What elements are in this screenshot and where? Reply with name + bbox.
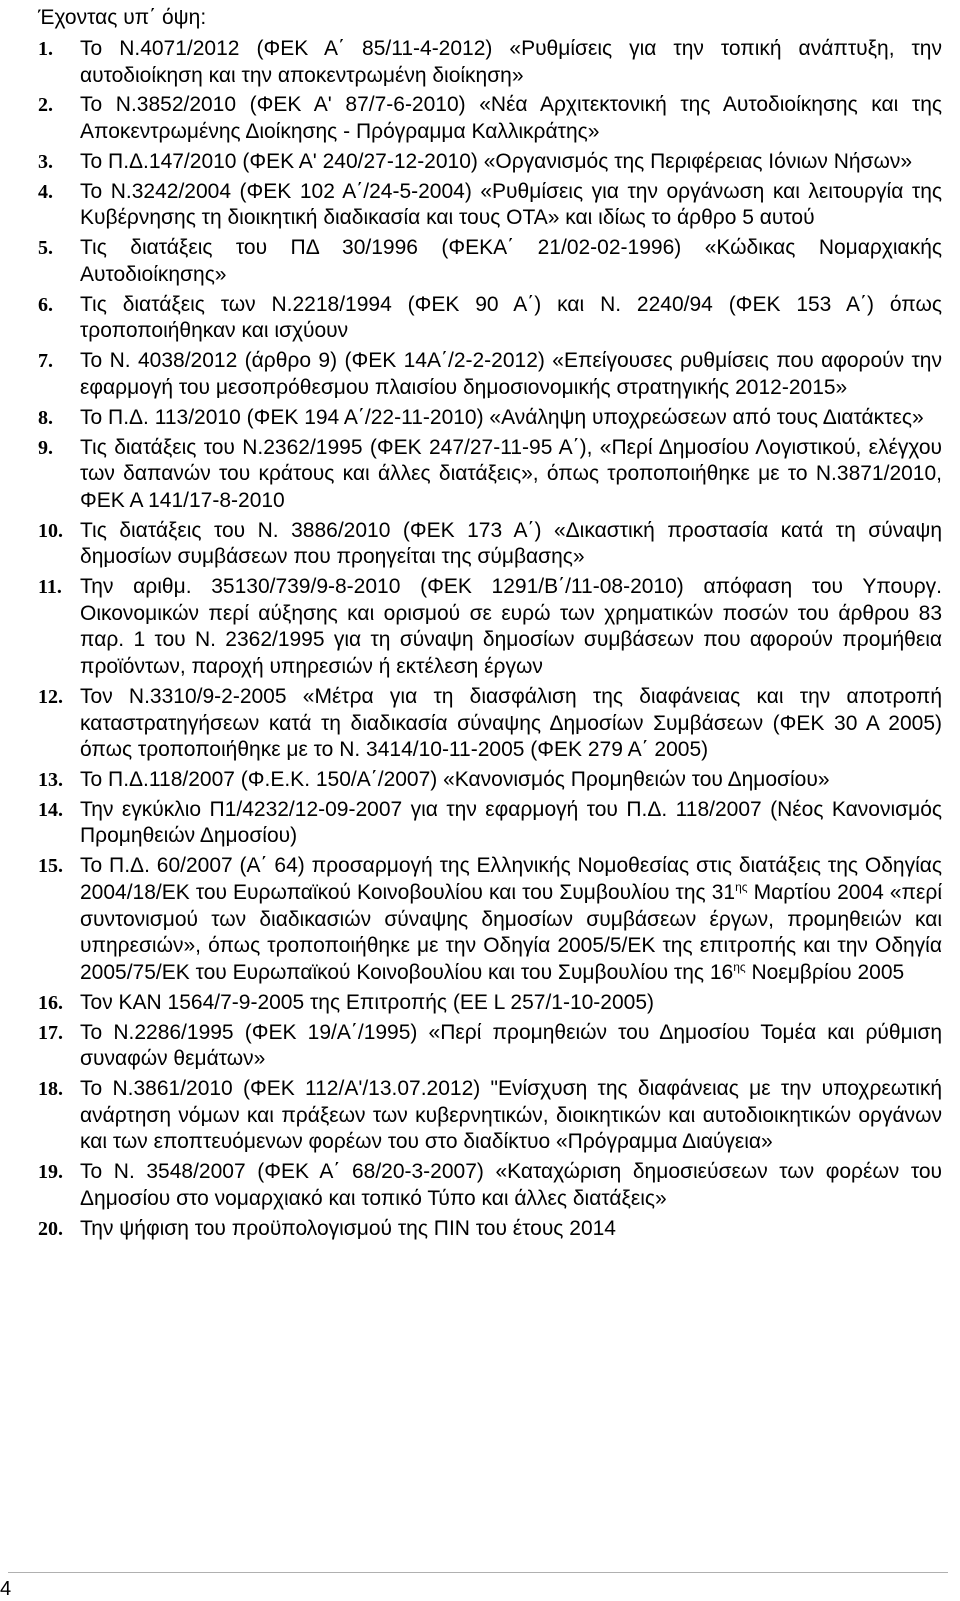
list-item	[38, 149, 942, 176]
item-number: 20.	[38, 1217, 63, 1240]
item-number: 4.	[38, 180, 53, 203]
item-text: Το Ν.3852/2010 (ΦΕΚ Α' 87/7-6-2010) «Νέα Αρχιτεκτονική της Αυτοδιοίκησης και της Αποκεντρωμένης Διοίκησης - Πρόγραμμα Καλλικράτης»	[80, 93, 942, 144]
item-number: 2.	[38, 94, 53, 117]
list-item	[38, 518, 942, 571]
item-number: 18.	[38, 1078, 63, 1101]
item-number: 14.	[38, 798, 63, 821]
item-number: 15.	[38, 855, 63, 878]
item-text-part: Μαρτίου 2004 «περί συντονισμού των διαδικασιών σύναψης δημοσίων συμβάσεων έργων, προμηθειών και υπηρεσιών», όπως τροποποιήθηκε με την Οδηγία 2005/5/ΕΚ της επιτροπής και την Οδηγία 2005/75/ΕΚ του Ευρωπαϊκού Κοινοβουλίου και του Συμβουλίου της 16	[80, 880, 942, 984]
item-number: 7.	[38, 350, 53, 373]
list-item	[38, 235, 942, 288]
list-item	[38, 292, 942, 345]
item-number: 6.	[38, 293, 53, 316]
footer-divider	[8, 1572, 948, 1573]
list-item	[38, 405, 942, 432]
list-item	[38, 179, 942, 232]
item-text: Τις διατάξεις του Ν.2362/1995 (ΦΕΚ 247/27-11-95 Α΄), «Περί Δημοσίου Λογιστικού, ελέγχου των δαπανών του κράτους και άλλες διατάξεις», όπως τροποποιήθηκε με το Ν.3871/2010, ΦΕΚ Α 141/17-8-2010	[80, 435, 942, 512]
list-item	[38, 574, 942, 680]
item-text: Το Π.Δ.118/2007 (Φ.Ε.Κ. 150/Α΄/2007) «Κανονισμός Προμηθειών του Δημοσίου»	[80, 768, 830, 791]
list-item	[38, 435, 942, 515]
item-text	[80, 853, 942, 986]
item-number: 11.	[38, 576, 62, 599]
list-item	[38, 797, 942, 850]
item-text-part: Νοεμβρίου 2005	[745, 960, 905, 984]
item-number: 19.	[38, 1161, 63, 1184]
intro-heading: Έχοντας υπ΄ όψη:	[38, 6, 207, 29]
ordinal-suffix: ης	[735, 879, 748, 894]
list-item	[38, 767, 942, 794]
item-number: 17.	[38, 1021, 63, 1044]
item-text: Το Ν. 3548/2007 (ΦΕΚ Α΄ 68/20-3-2007) «Καταχώριση δημοσιεύσεων των φορέων του Δημοσίου στο νομαρχιακό και τοπικό Τύπο και άλλες διατάξεις»	[80, 1160, 942, 1210]
item-text: Τον Ν.3310/9-2-2005 «Μέτρα για τη διασφάλιση της διαφάνειας και την αποτροπή καταστρατηγήσεων κατά τη διαδικασία σύναψης Δημοσίων Συμβάσεων (ΦΕΚ 30 Α 2005) όπως τροποποιήθηκε με το Ν. 3414/10-11-2005 (ΦΕΚ 279 Α΄ 2005)	[80, 684, 942, 762]
item-text: Το Ν.3242/2004 (ΦΕΚ 102 Α΄/24-5-2004) «Ρυθμίσεις για την οργάνωση και λειτουργία της Κυβέρνησης τη διοικητική διαδικασία και τους ΟΤΑ» και ιδίως το άρθρο 5 αυτού	[80, 179, 942, 230]
item-number: 10.	[38, 519, 63, 542]
item-number: 5.	[38, 237, 53, 260]
list-item	[38, 684, 942, 764]
item-text-part: Το Π.Δ. 60/2007 (Α΄ 64) προσαρμογή της Ελληνικής Νομοθεσίας στις διατάξεις της Οδηγίας 2004/18/ΕΚ του Ευρωπαϊκού Κοινοβουλίου και του Συμβουλίου της 31	[80, 854, 942, 904]
list-item	[38, 92, 942, 145]
item-text: Τον ΚΑΝ 1564/7-9-2005 της Επιτροπής (ΕΕ L 257/1-10-2005)	[80, 990, 655, 1014]
item-number: 1.	[38, 38, 53, 60]
list-item	[38, 853, 942, 986]
item-number: 3.	[38, 150, 53, 173]
list-item	[38, 1159, 942, 1212]
list-item	[38, 36, 942, 89]
item-number: 9.	[38, 436, 53, 459]
item-number: 8.	[38, 406, 53, 429]
item-text: Το Π.Δ. 113/2010 (ΦΕΚ 194 Α΄/22-11-2010) «Ανάληψη υποχρεώσεων από τους Διατάκτες»	[80, 405, 924, 429]
item-text: Το Ν.2286/1995 (ΦΕΚ 19/Α΄/1995) «Περί προμηθειών του Δημοσίου Τομέα και ρύθμιση συναφών θεμάτων»	[80, 1020, 942, 1071]
item-text: Τις διατάξεις του Ν. 3886/2010 (ΦΕΚ 173 Α΄) «Δικαστική προστασία κατά τη σύναψη δημοσίων συμβάσεων που προηγείται της σύμβασης»	[80, 518, 942, 569]
item-text: Το Ν. 4038/2012 (άρθρο 9) (ΦΕΚ 14Α΄/2-2-2012) «Επείγουσες ρυθμίσεις που αφορούν την εφαρμογή του μεσοπρόθεσμου πλαισίου δημοσιονομικής στρατηγικής 2012-2015»	[80, 349, 942, 399]
list-item	[38, 348, 942, 401]
page-number: 4	[0, 1578, 12, 1600]
list-item	[38, 1076, 942, 1156]
list-item	[38, 1216, 942, 1243]
item-text: Την εγκύκλιο Π1/4232/12-09-2007 για την εφαρμογή του Π.Δ. 118/2007 (Νέος Κανονισμός Προμηθειών Δημοσίου)	[80, 797, 942, 848]
item-text: Το Ν.3861/2010 (ΦΕΚ 112/Α'/13.07.2012) "Ενίσχυση της διαφάνειας με την υποχρεωτική ανάρτηση νόμων και πράξεων των κυβερνητικών, διοικητικών και αυτοδιοικητικών οργάνων και των εποπτευόμενων φορέων του στο διαδίκτυο «Πρόγραμμα Διαύγεια»	[80, 1077, 942, 1154]
legal-basis-list	[38, 36, 942, 1245]
item-text: Την ψήφιση του προϋπολογισμού της ΠΙΝ του έτους 2014	[80, 1216, 616, 1240]
item-text: Τις διατάξεις των Ν.2218/1994 (ΦΕΚ 90 Α΄) και Ν. 2240/94 (ΦΕΚ 153 Α΄) όπως τροποποιήθηκαν και ισχύουν	[80, 292, 942, 343]
item-number: 13.	[38, 769, 63, 791]
ordinal-suffix: ης	[733, 959, 746, 974]
item-text: Τις διατάξεις του ΠΔ 30/1996 (ΦΕΚΑ΄ 21/02-02-1996) «Κώδικας Νομαρχιακής Αυτοδιοίκησης»	[80, 236, 942, 286]
item-number: 12.	[38, 685, 63, 708]
list-item	[38, 990, 942, 1017]
list-item	[38, 1020, 942, 1073]
item-text: Το Ν.4071/2012 (ΦΕΚ Α΄ 85/11-4-2012) «Ρυθμίσεις για την τοπική ανάπτυξη, την αυτοδιοίκηση και την αποκεντρωμένη διοίκηση»	[80, 37, 942, 87]
item-number: 16.	[38, 991, 63, 1014]
item-text: Το Π.Δ.147/2010 (ΦΕΚ Α' 240/27-12-2010) «Οργανισμός της Περιφέρειας Ιόνιων Νήσων»	[80, 149, 913, 173]
item-text: Την αριθμ. 35130/739/9-8-2010 (ΦΕΚ 1291/Β΄/11-08-2010) απόφαση του Υπουργ. Οικονομικών περί αύξησης και ορισμού σε ευρώ των χρηματικών ποσών του άρθρου 83 παρ. 1 του Ν. 2362/1995 για τη σύναψη δημοσίων συμβάσεων που αφορούν προμήθεια προϊόντων, παροχή υπηρεσιών ή εκτέλεση έργων	[80, 575, 942, 679]
